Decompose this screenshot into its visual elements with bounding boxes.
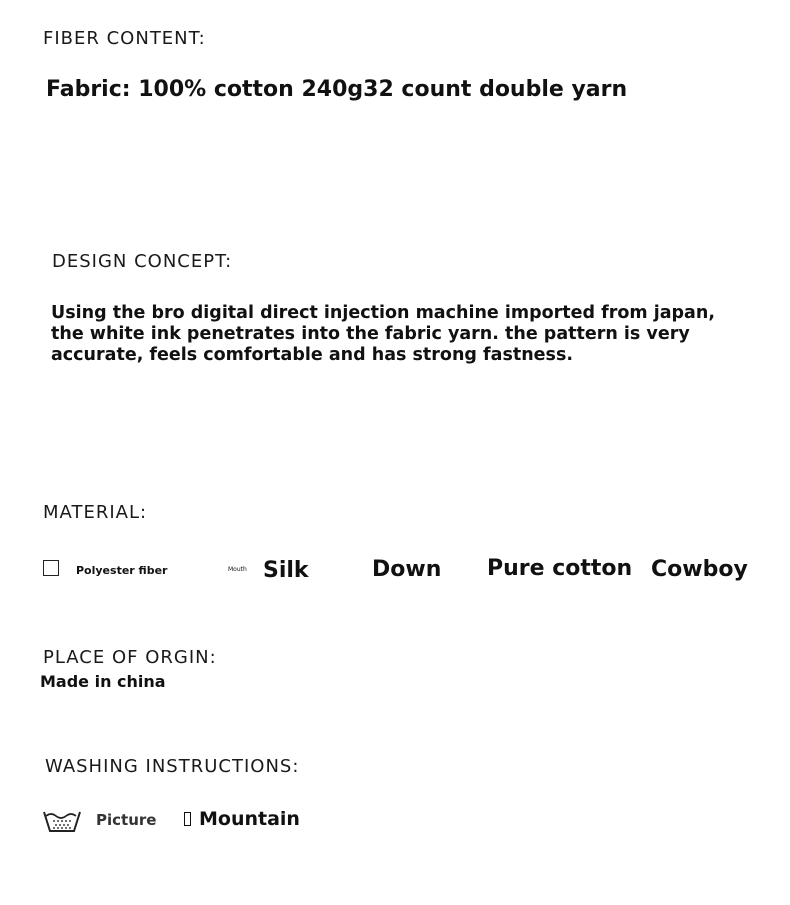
washing-mountain-label: Mountain bbox=[199, 808, 300, 830]
material-option-cowboy: Cowboy bbox=[651, 557, 748, 582]
place-of-origin-value: Made in china bbox=[40, 672, 166, 691]
fiber-content-heading: FIBER CONTENT: bbox=[43, 28, 206, 49]
material-heading: MATERIAL: bbox=[43, 502, 148, 523]
material-checkbox[interactable] bbox=[43, 560, 59, 576]
fiber-content-text: Fabric: 100% cotton 240g32 count double yarn bbox=[46, 77, 628, 102]
washing-instructions-heading: WASHING INSTRUCTIONS: bbox=[45, 756, 300, 777]
wash-basin-icon bbox=[42, 807, 82, 833]
material-option-silk: Silk bbox=[263, 558, 309, 583]
design-concept-heading: DESIGN CONCEPT: bbox=[52, 251, 233, 272]
place-of-origin-heading: PLACE OF ORGIN: bbox=[43, 647, 217, 668]
material-option-mouth: Mouth bbox=[228, 566, 247, 573]
material-option-polyester: Polyester fiber bbox=[76, 564, 168, 577]
material-option-down: Down bbox=[372, 557, 442, 582]
material-option-pure-cotton: Pure cotton bbox=[487, 556, 633, 581]
washing-picture-label: Picture bbox=[96, 811, 157, 829]
design-concept-text: Using the bro digital direct injection machine imported from japan, the white ink penetrates into the fabric yarn. the pattern is very accurate, feels comfortable and has strong fastness. bbox=[51, 303, 715, 365]
washing-mountain-item bbox=[184, 808, 300, 830]
placeholder-glyph-icon bbox=[184, 812, 191, 826]
